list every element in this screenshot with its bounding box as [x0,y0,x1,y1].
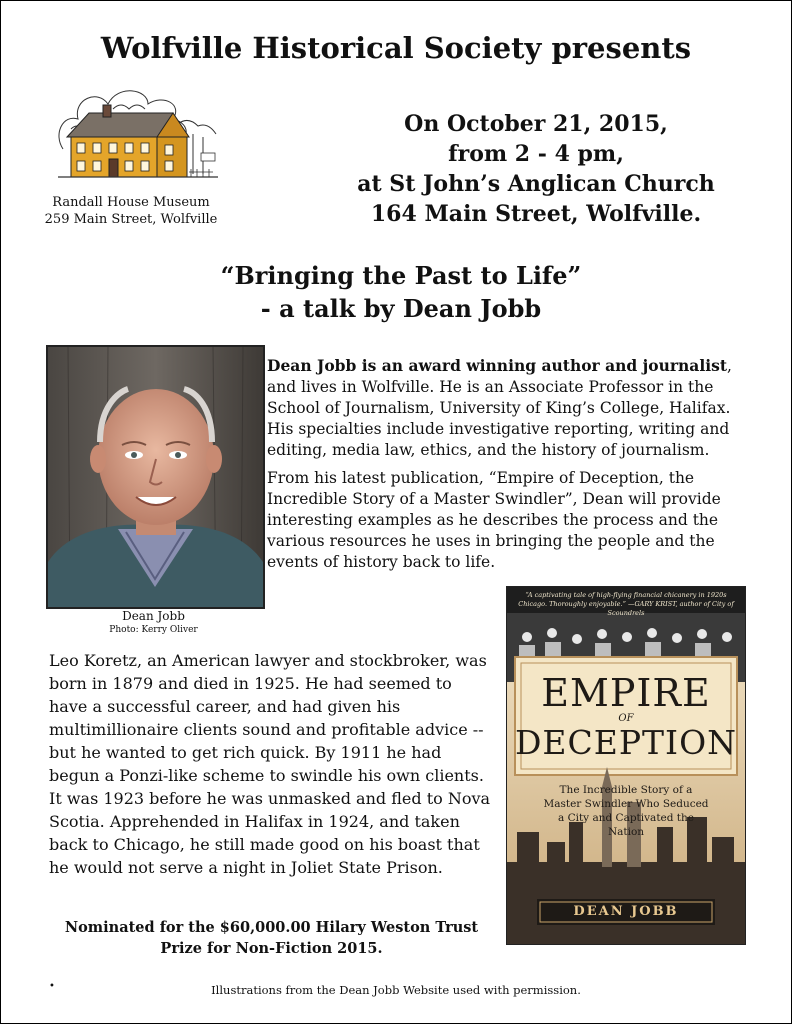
event-address: 164 Main Street, Wolfville. [370,201,702,227]
nomination [49,917,494,959]
page-title: Wolfville Historical Society presents [100,31,692,65]
talk-byline: - a talk by Dean Jobb [260,294,542,323]
book-blurb: “A captivating tale of high-flying financial chicanery in 1920s Chicago. Thoroughly enjoyable.” —GARY KRIST, author of City of Scoundrels [518,591,734,617]
photo-credit: Photo: Kerry Oliver [109,625,198,635]
author-portrait-illustration [48,347,263,607]
bio-intro-rest: , and lives in Wolfville. He is an Associate Professor in the School of Journalism, University of King’s College, Halifax. His specialties include investigative reporting, writing and editing, media law, ethics, and the history of journalism. [267,357,732,459]
author-bio [267,355,745,580]
event-date: On October 21, 2015, [404,111,668,137]
book-title-line-2: DECEPTION [514,723,738,762]
nomination-line-2: Prize for Non-Fiction 2015. [160,940,383,957]
event-time: from 2 - 4 pm, [448,141,624,167]
event-venue: at St John’s Anglican Church [357,171,715,197]
koretz-story: Leo Koretz, an American lawyer and stockbroker, was born in 1879 and died in 1925. He had seemed to have a successful career, and had given his multimillionaire clients sound and profitable advice -- but he wanted to get rich quick. By 1911 he had begun a Ponzi-like scheme to swindle his own clients. It was 1923 before he was unmasked and fled to Nova Scotia. Apprehended in Halifax in 1924, and taken back to Chicago, he still made good on his boast that he would not serve a night in Joliet State Prison. [49,651,491,877]
photo-caption-name: Dean Jobb [122,609,185,623]
randall-house-illustration [53,79,223,189]
museum-name: Randall House Museum [52,195,210,210]
bullet-mark: • [49,981,55,992]
book-subtitle: The Incredible Story of a Master Swindler Who Seduced a City and Captivated the Nation [543,784,709,838]
photo-caption [46,609,261,635]
museum-info [31,194,231,228]
talk-heading [151,259,651,325]
book-cover [506,586,746,945]
bio-paragraph-2: From his latest publication, “Empire of Deception, the Incredible Story of a Master Swindler”, Dean will provide interesting examples as he describes the process and the various resources he uses in bringing the people and the events of history back to life. [267,469,721,571]
author-photo [46,345,265,609]
footer-note: Illustrations from the Dean Jobb Website used with permission. [211,983,581,997]
talk-title: “Bringing the Past to Life” [220,261,582,290]
bio-paragraph-1 [267,355,745,461]
event-details [341,109,731,229]
book-cover-art [507,587,745,944]
nomination-line-1: Nominated for the $60,000.00 Hilary Weston Trust [64,919,479,936]
bio-intro-bold: Dean Jobb is an award winning author and journalist [267,356,728,375]
book-title-line-1: EMPIRE [541,671,711,715]
book-title-of: OF [618,713,634,724]
book-author: DEAN JOBB [573,904,679,919]
museum-address: 259 Main Street, Wolfville [44,212,218,227]
